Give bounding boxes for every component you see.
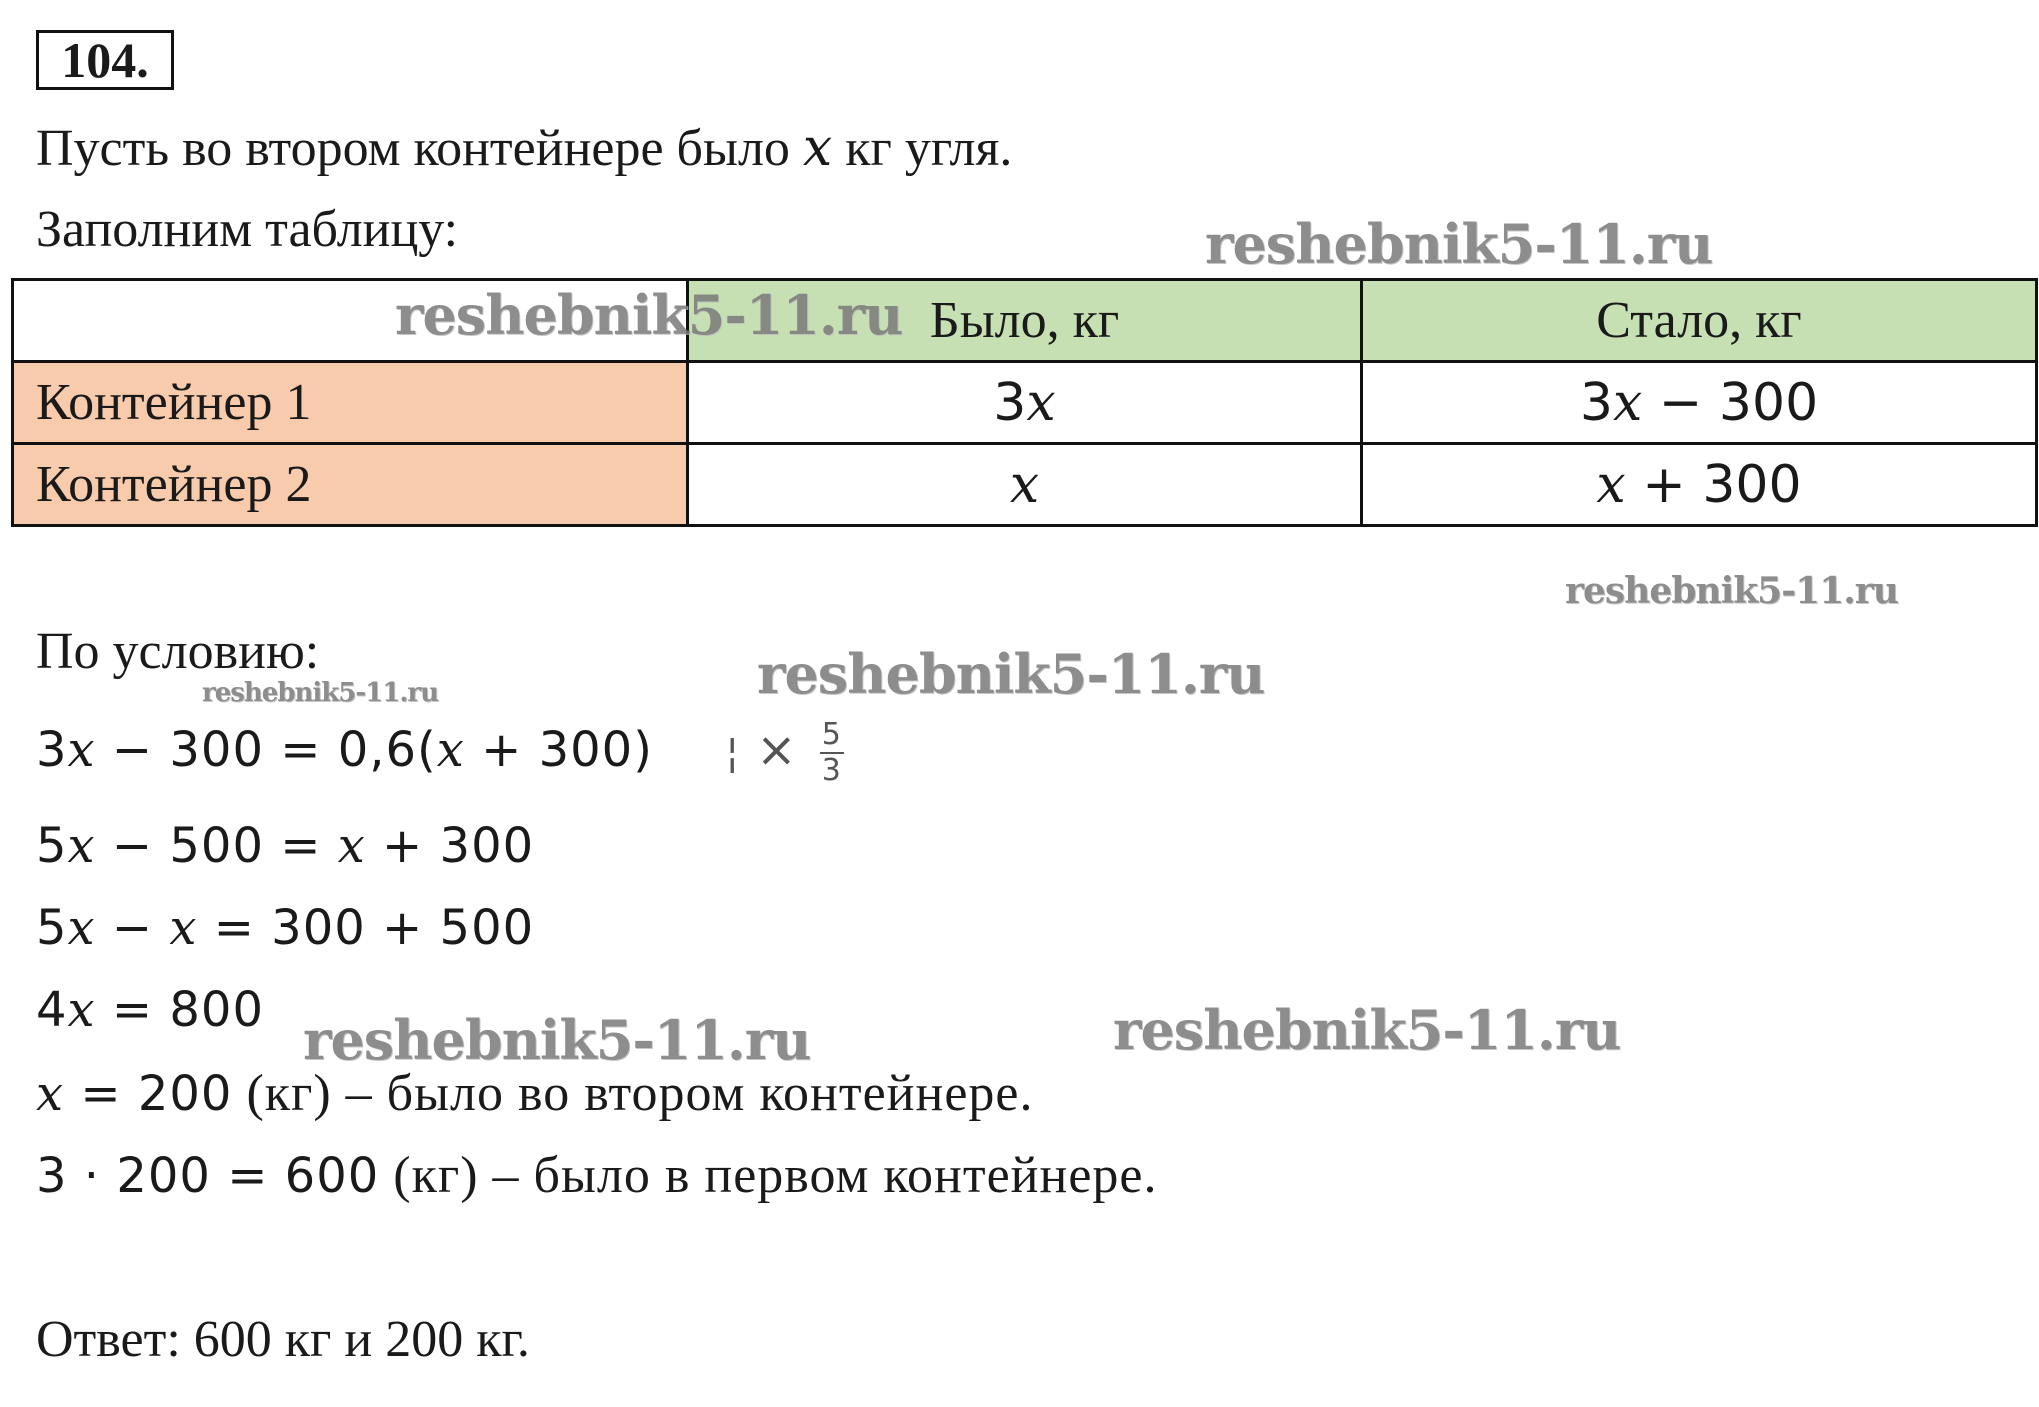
coef: 3 xyxy=(36,722,68,778)
fraction xyxy=(820,718,844,788)
cell-container-2-was xyxy=(688,444,1362,526)
intro-line-1 xyxy=(36,118,1012,179)
expr-part: = 300 + 500 xyxy=(197,900,535,956)
equation-6 xyxy=(36,1146,1158,1206)
watermark: reshebnik5-11.ru xyxy=(757,642,1265,706)
header-now: Стало, кг xyxy=(1362,280,2037,362)
data-table xyxy=(11,278,2038,527)
variable-x: x xyxy=(169,900,198,956)
coef: 5 xyxy=(36,818,68,874)
expr-rest: − 300 xyxy=(1642,372,1819,433)
explanation-text: (кг) – было во втором контейнере. xyxy=(232,1065,1034,1122)
cell-container-2-now xyxy=(1362,444,2037,526)
row-label-container-2: Контейнер 2 xyxy=(13,444,688,526)
variable-x: x xyxy=(67,982,96,1038)
answer: Ответ: 600 кг и 200 кг. xyxy=(36,1311,530,1368)
variable-x: x xyxy=(802,118,833,178)
expr-part: − xyxy=(95,900,170,956)
variable-x: x xyxy=(1596,454,1626,515)
divider-bar: ¦ xyxy=(725,730,740,776)
expr-part: = 800 xyxy=(95,982,264,1038)
variable-x: x xyxy=(337,818,366,874)
watermark: reshebnik5-11.ru xyxy=(1205,212,1713,276)
header-was: Было, кг xyxy=(688,280,1362,362)
watermark: reshebnik5-11.ru xyxy=(303,1008,811,1072)
coef: 4 xyxy=(36,982,68,1038)
cell-container-1-now xyxy=(1362,362,2037,444)
explanation-text: (кг) – было в первом контейнере. xyxy=(379,1147,1158,1204)
expr-part: − 500 = xyxy=(95,818,338,874)
coef: 3 xyxy=(993,372,1027,433)
expr-rest: + 300 xyxy=(1625,454,1802,515)
watermark: reshebnik5-11.ru xyxy=(202,678,439,708)
table-row xyxy=(13,362,2037,444)
intro-text-after: кг угля. xyxy=(832,120,1013,177)
watermark: reshebnik5-11.ru xyxy=(1565,570,1898,612)
equation-4 xyxy=(36,980,264,1040)
variable-x: x xyxy=(1612,372,1643,433)
equation-5 xyxy=(36,1064,1034,1124)
expr-part: + 300) xyxy=(464,722,653,778)
variable-x: x xyxy=(67,900,96,956)
cell-container-1-was xyxy=(688,362,1362,444)
variable-x: x xyxy=(67,818,96,874)
table-row xyxy=(13,444,2037,526)
table-header-row xyxy=(13,280,2037,362)
variable-x: x xyxy=(436,722,465,778)
intro-line-2: Заполним таблицу: xyxy=(36,201,459,258)
coef: 3 xyxy=(1579,372,1613,433)
watermark: reshebnik5-11.ru xyxy=(395,283,903,347)
expr-part: 3 · 200 = 600 xyxy=(36,1148,380,1204)
multiply-sign: × xyxy=(756,722,814,778)
equation-1 xyxy=(36,718,844,788)
variable-x: x xyxy=(36,1066,65,1122)
variable-x: x xyxy=(1009,454,1040,515)
variable-x: x xyxy=(67,722,96,778)
row-label-container-1: Контейнер 1 xyxy=(13,362,688,444)
equation-2 xyxy=(36,816,534,876)
expr-part: = 200 xyxy=(64,1066,233,1122)
condition-label: По условию: xyxy=(36,623,320,680)
coef: 5 xyxy=(36,900,68,956)
watermark: reshebnik5-11.ru xyxy=(1113,998,1621,1062)
expr-part: + 300 xyxy=(365,818,535,874)
equation-3 xyxy=(36,898,534,958)
fraction-numerator: 5 xyxy=(821,717,842,752)
expr-part: − 300 = 0,6( xyxy=(95,722,437,778)
fraction-denominator: 3 xyxy=(821,753,842,788)
intro-text-before: Пусть во втором контейнере было xyxy=(36,120,803,177)
variable-x: x xyxy=(1026,372,1056,433)
problem-number: 104. xyxy=(36,30,174,90)
